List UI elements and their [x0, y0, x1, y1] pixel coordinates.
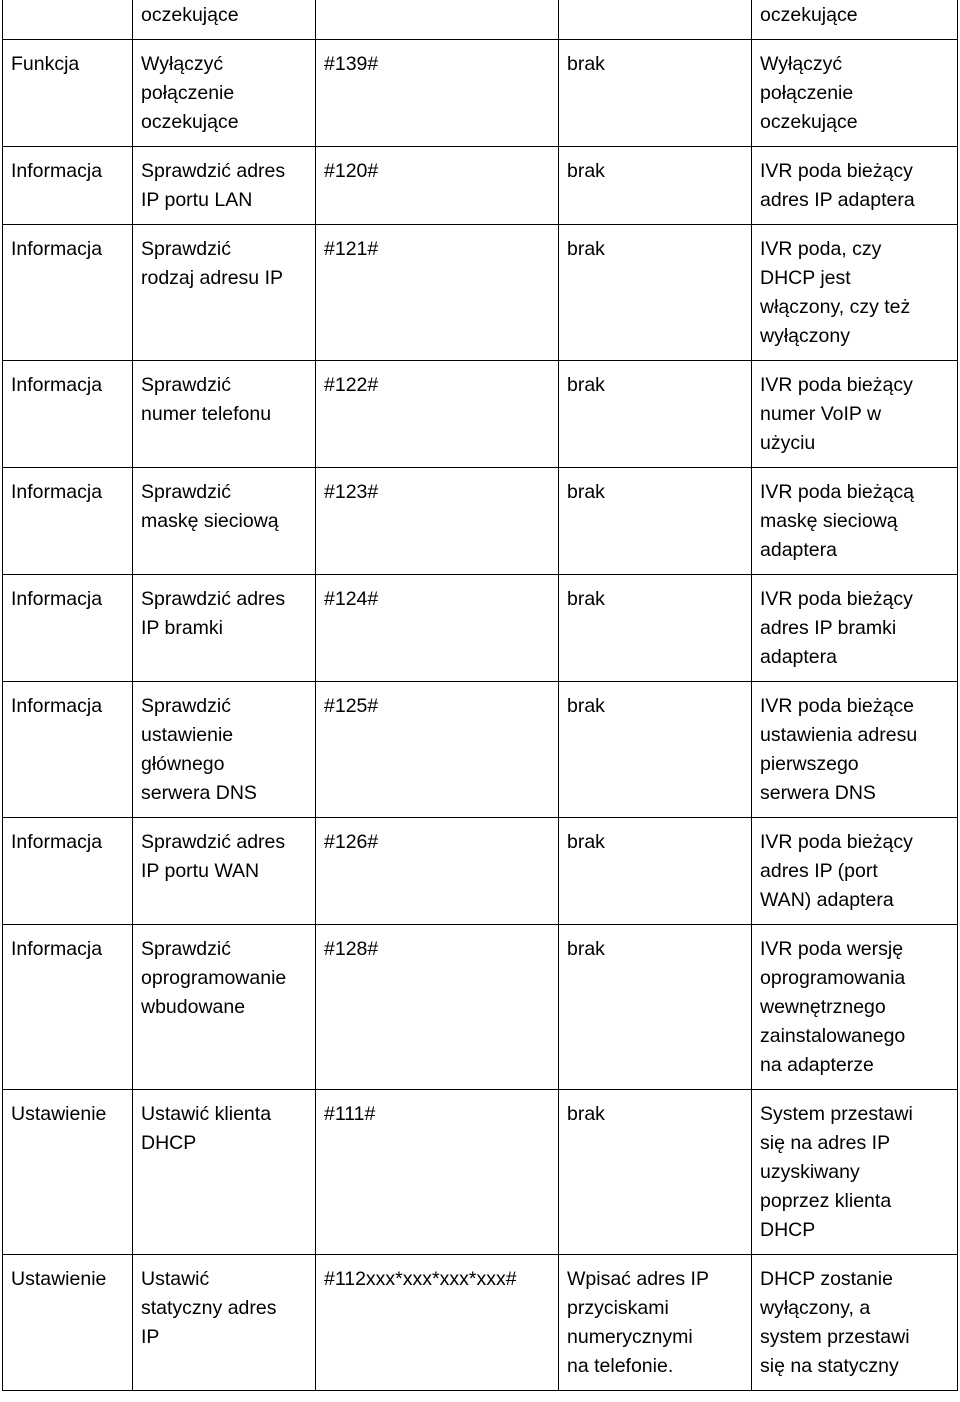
action-cell: Ustawić klienta DHCP — [133, 1090, 316, 1255]
parameter-cell: brak — [559, 147, 752, 225]
action-cell: Sprawdzić adres IP portu LAN — [133, 147, 316, 225]
result-cell: DHCP zostanie wyłączony, a system przestawi się na statyczny — [752, 1255, 958, 1391]
result-cell: System przestawi się na adres IP uzyskiwany poprzez klienta DHCP — [752, 1090, 958, 1255]
category-cell: Informacja — [3, 361, 133, 468]
action-cell: Sprawdzić numer telefonu — [133, 361, 316, 468]
result-cell: IVR poda wersję oprogramowania wewnętrznego zainstalowanego na adapterze — [752, 925, 958, 1090]
code-cell: #124# — [316, 575, 559, 682]
result-cell: Wyłączyć połączenie oczekujące — [752, 40, 958, 147]
action-cell: oczekujące — [133, 0, 316, 40]
table-row — [3, 818, 958, 925]
table-row — [3, 1255, 958, 1391]
table-row — [3, 40, 958, 147]
table-row — [3, 1090, 958, 1255]
table-row — [3, 682, 958, 818]
parameter-cell: brak — [559, 361, 752, 468]
code-cell: #126# — [316, 818, 559, 925]
category-cell: Ustawienie — [3, 1255, 133, 1391]
result-cell: oczekujące — [752, 0, 958, 40]
code-cell: #122# — [316, 361, 559, 468]
parameter-cell: brak — [559, 225, 752, 361]
action-cell: Wyłączyć połączenie oczekujące — [133, 40, 316, 147]
result-cell: IVR poda bieżący adres IP adaptera — [752, 147, 958, 225]
table-row — [3, 468, 958, 575]
parameter-cell: brak — [559, 575, 752, 682]
category-cell — [3, 0, 133, 40]
code-cell: #123# — [316, 468, 559, 575]
category-cell: Informacja — [3, 225, 133, 361]
parameter-cell: brak — [559, 925, 752, 1090]
action-cell: Sprawdzić maskę sieciową — [133, 468, 316, 575]
category-cell: Informacja — [3, 575, 133, 682]
parameter-cell: Wpisać adres IP przyciskami numerycznymi na telefonie. — [559, 1255, 752, 1391]
code-cell: #125# — [316, 682, 559, 818]
category-cell: Informacja — [3, 147, 133, 225]
result-cell: IVR poda bieżące ustawienia adresu pierwszego serwera DNS — [752, 682, 958, 818]
result-cell: IVR poda bieżący numer VoIP w użyciu — [752, 361, 958, 468]
parameter-cell — [559, 0, 752, 40]
category-cell: Funkcja — [3, 40, 133, 147]
category-cell: Informacja — [3, 682, 133, 818]
action-cell: Sprawdzić rodzaj adresu IP — [133, 225, 316, 361]
feature-code-table — [2, 0, 958, 1391]
code-cell: #121# — [316, 225, 559, 361]
action-cell: Sprawdzić adres IP portu WAN — [133, 818, 316, 925]
code-cell: #128# — [316, 925, 559, 1090]
category-cell: Informacja — [3, 468, 133, 575]
parameter-cell: brak — [559, 1090, 752, 1255]
code-cell: #139# — [316, 40, 559, 147]
parameter-cell: brak — [559, 468, 752, 575]
table-row — [3, 225, 958, 361]
code-cell — [316, 0, 559, 40]
parameter-cell: brak — [559, 818, 752, 925]
parameter-cell: brak — [559, 682, 752, 818]
table-row — [3, 925, 958, 1090]
action-cell: Sprawdzić ustawienie głównego serwera DNS — [133, 682, 316, 818]
table-row — [3, 147, 958, 225]
category-cell: Ustawienie — [3, 1090, 133, 1255]
category-cell: Informacja — [3, 818, 133, 925]
result-cell: IVR poda bieżący adres IP (port WAN) adaptera — [752, 818, 958, 925]
table-row — [3, 361, 958, 468]
table-row — [3, 575, 958, 682]
result-cell: IVR poda bieżący adres IP bramki adaptera — [752, 575, 958, 682]
code-cell: #120# — [316, 147, 559, 225]
result-cell: IVR poda, czy DHCP jest włączony, czy też wyłączony — [752, 225, 958, 361]
table-row — [3, 0, 958, 40]
parameter-cell: brak — [559, 40, 752, 147]
result-cell: IVR poda bieżącą maskę sieciową adaptera — [752, 468, 958, 575]
action-cell: Ustawić statyczny adres IP — [133, 1255, 316, 1391]
code-cell: #111# — [316, 1090, 559, 1255]
action-cell: Sprawdzić adres IP bramki — [133, 575, 316, 682]
category-cell: Informacja — [3, 925, 133, 1090]
action-cell: Sprawdzić oprogramowanie wbudowane — [133, 925, 316, 1090]
code-cell: #112xxx*xxx*xxx*xxx# — [316, 1255, 559, 1391]
